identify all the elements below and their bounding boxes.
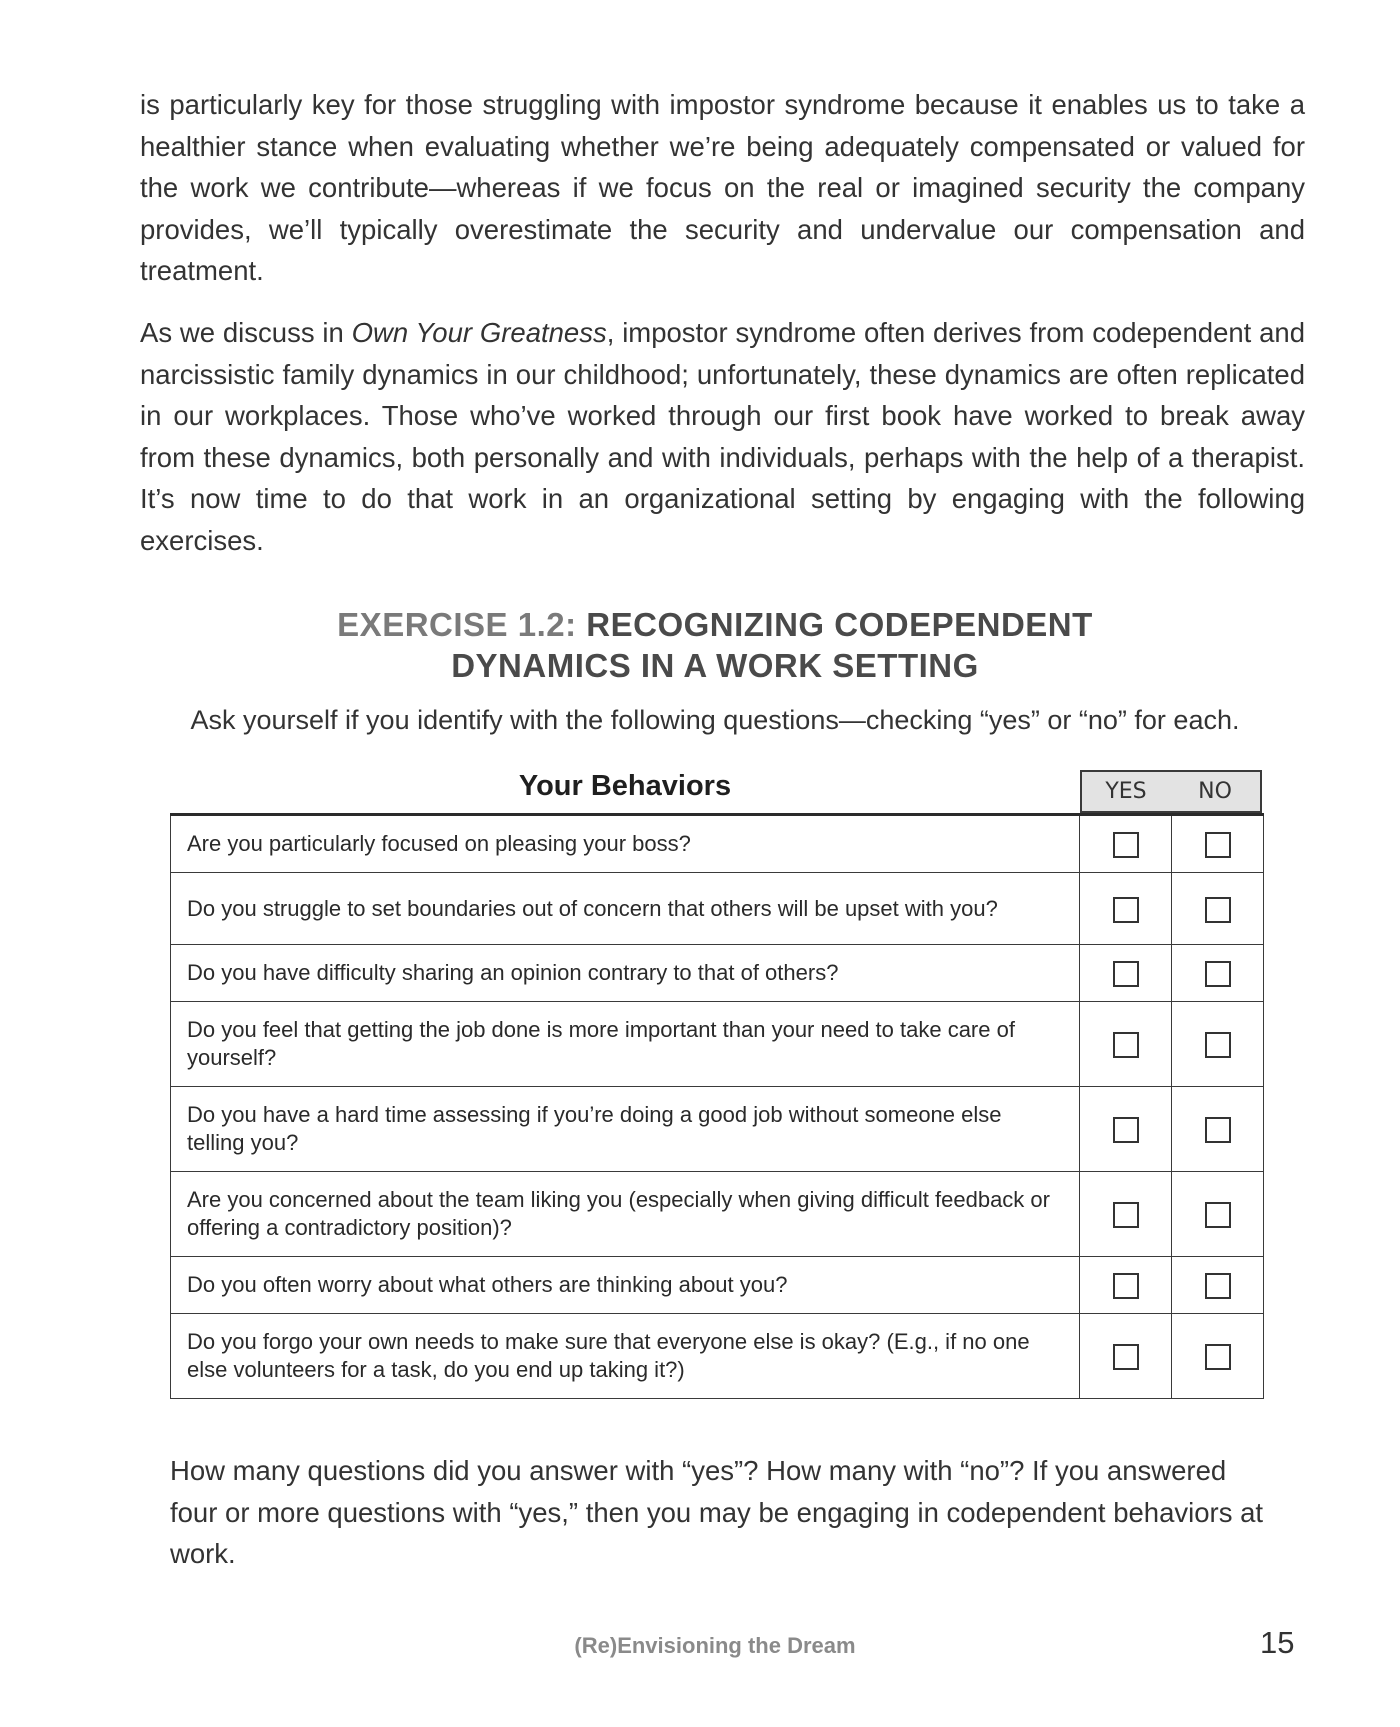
- exercise-instructions: Ask yourself if you identify with the following questions—checking “yes” or “no” for each.: [190, 705, 1240, 735]
- exercise-title-line-2: DYNAMICS IN A WORK SETTING: [451, 647, 979, 684]
- no-checkbox[interactable]: [1205, 1117, 1231, 1143]
- exercise-title-line-1: RECOGNIZING CODEPENDENT: [586, 606, 1093, 643]
- exercise-title: [170, 604, 1260, 686]
- yes-cell: [1080, 1257, 1172, 1314]
- yes-checkbox[interactable]: [1113, 1202, 1139, 1228]
- table-row: [171, 815, 1264, 873]
- no-checkbox[interactable]: [1205, 1273, 1231, 1299]
- question-text: Do you feel that getting the job done is more important than your need to take care of yourself?: [171, 1002, 1080, 1087]
- no-cell: [1172, 1257, 1264, 1314]
- no-checkbox[interactable]: [1205, 1344, 1231, 1370]
- question-text: Are you concerned about the team liking you (especially when giving difficult feedback or offering a contradictory position)?: [171, 1172, 1080, 1257]
- question-text: Do you have a hard time assessing if you’re doing a good job without someone else telling you?: [171, 1087, 1080, 1172]
- body-paragraph-2: [140, 312, 1305, 561]
- no-checkbox[interactable]: [1205, 1032, 1231, 1058]
- no-cell: [1172, 815, 1264, 873]
- no-checkbox[interactable]: [1205, 1202, 1231, 1228]
- table-row: [171, 1002, 1264, 1087]
- no-cell: [1172, 1002, 1264, 1087]
- yes-cell: [1080, 1087, 1172, 1172]
- no-cell: [1172, 1087, 1264, 1172]
- table-row: [171, 1087, 1264, 1172]
- question-text: Do you have difficulty sharing an opinion contrary to that of others?: [171, 945, 1080, 1002]
- no-checkbox[interactable]: [1205, 961, 1231, 987]
- page-footer: [0, 1625, 1400, 1665]
- running-title: (Re)Envisioning the Dream: [574, 1633, 856, 1658]
- yes-cell: [1080, 815, 1172, 873]
- behaviors-table: [170, 813, 1264, 1399]
- no-cell: [1172, 873, 1264, 945]
- closing-paragraph: How many questions did you answer with “yes”? How many with “no”? If you answered four or more questions with “yes,” then you may be engaging in codependent behaviors at work.: [170, 1455, 1264, 1569]
- question-text: Are you particularly focused on pleasing your boss?: [171, 815, 1080, 873]
- question-text: Do you often worry about what others are thinking about you?: [171, 1257, 1080, 1314]
- yes-checkbox[interactable]: [1113, 1117, 1139, 1143]
- paragraph-2-lead: As we discuss in: [140, 317, 352, 348]
- yes-checkbox[interactable]: [1113, 1032, 1139, 1058]
- no-cell: [1172, 1172, 1264, 1257]
- table-title: Your Behaviors: [518, 770, 732, 802]
- table-row: [171, 873, 1264, 945]
- body-paragraph-1: is particularly key for those struggling with impostor syndrome because it enables us to take a healthier stance when evaluating whether we’re being adequately compensated or valued for the work we contribute—whereas if we focus on the real or imagined security the company provides, we’ll typically overestimate the security and undervalue our compensation and treatment.: [140, 89, 1305, 286]
- page-number: 15: [1260, 1625, 1295, 1660]
- table-row: [171, 1314, 1264, 1399]
- table-row: [171, 1257, 1264, 1314]
- yes-checkbox[interactable]: [1113, 1344, 1139, 1370]
- yes-checkbox[interactable]: [1113, 1273, 1139, 1299]
- table-row: [171, 945, 1264, 1002]
- yes-column-header: YES: [1080, 770, 1172, 813]
- yes-cell: [1080, 873, 1172, 945]
- book-title: Own Your Greatness: [351, 317, 607, 348]
- yes-cell: [1080, 945, 1172, 1002]
- table-row: [171, 1172, 1264, 1257]
- no-column-header: NO: [1170, 770, 1262, 813]
- yes-checkbox[interactable]: [1113, 961, 1139, 987]
- yes-cell: [1080, 1172, 1172, 1257]
- no-checkbox[interactable]: [1205, 897, 1231, 923]
- no-cell: [1172, 945, 1264, 1002]
- yes-checkbox[interactable]: [1113, 897, 1139, 923]
- yes-cell: [1080, 1002, 1172, 1087]
- yes-checkbox[interactable]: [1113, 832, 1139, 858]
- exercise-number: EXERCISE 1.2:: [337, 606, 577, 643]
- paragraph-2-rest: , impostor syndrome often derives from codependent and narcissistic family dynamics in our childhood; unfortunately, these dynamics are often replicated in our workplaces. Those who’ve worked through our first book have worked to break away from these dynamics, both personally and with individuals, perhaps with the help of a therapist. It’s now time to do that work in an organizational setting by engaging with the following exercises.: [140, 317, 1305, 556]
- no-checkbox[interactable]: [1205, 832, 1231, 858]
- question-text: Do you forgo your own needs to make sure that everyone else is okay? (E.g., if no one else volunteers for a task, do you end up taking it?): [171, 1314, 1080, 1399]
- no-cell: [1172, 1314, 1264, 1399]
- question-text: Do you struggle to set boundaries out of concern that others will be upset with you?: [171, 873, 1080, 945]
- table-header: [170, 766, 1270, 814]
- yes-cell: [1080, 1314, 1172, 1399]
